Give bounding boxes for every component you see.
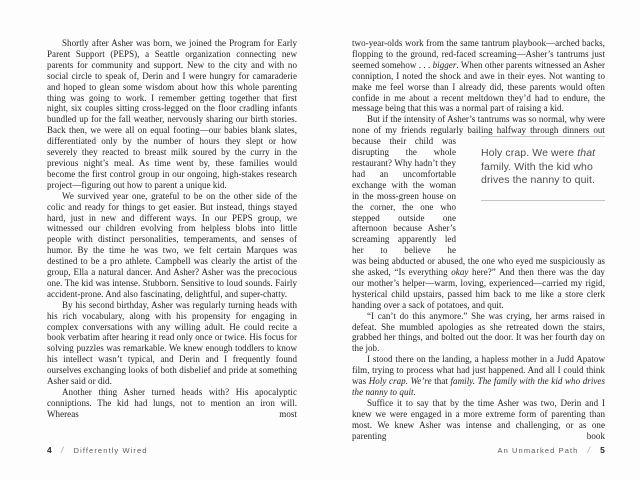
page-left-footer: [47, 445, 148, 455]
chapter-title: An Unmarked Path: [497, 446, 579, 455]
page-right-footer: [497, 445, 605, 455]
body-paragraph: But if the intensity of Asher’s tantrums was so normal, why were none of my friends regularly bailing halfway through dinners out: [352, 114, 605, 136]
body-paragraph-narrow: because their child was disrupting the whole restaurant? Why hadn’t they had an uncomfortable exchange with the woman in the moss-green house on the corner, the one who stepped outside one afternoon because Asher’s screaming apparently led her to believe he: [352, 136, 456, 256]
footer-separator: /: [587, 445, 592, 455]
body-paragraph: Shortly after Asher was born, we joined the Program for Early Parent Support (PEPS), a Seattle organization connecting new parents for community and support. New to the city and with no social circle to speak of, Derin and I were hungry for camaraderie and hoped to glean some wisdom about how this whole parenting thing was going to work. I remember getting together that first night, six couples sitting cross-legged on the floor cradling infants bundled up for the fall weather, nervously sharing our birth stories. Back then, we were all on equal footing—our babies blank slates, differentiated only by the number of hours they slept or how severely they reacted to breast milk soured by the curry in the previous night’s meal. As time went by, these families would become the first control group in our ongoing, high-stakes research project—figuring out how to parent a unique kid.: [47, 38, 297, 190]
body-paragraph: Another thing Asher turned heads with? His apocalyptic conniptions. The kid had lungs, not to mention an iron will. Whereas most: [47, 387, 297, 419]
pull-quote-text: Holy crap. We were that family. With the kid who drives the nanny to quit.: [481, 147, 596, 187]
pull-quote: [481, 136, 605, 201]
body-paragraph: Suffice it to say that by the time Asher was two, Derin and I knew we were engaged in a more extreme form of parenting than most. We knew Asher was intense and challenging, or as one parenting book: [352, 397, 605, 441]
page-number-left: 4: [47, 445, 52, 455]
body-paragraph: two-year-olds work from the same tantrum playbook—arched backs, flopping to the ground, red-faced screaming—Asher’s tantrums just seemed somehow . . . bigger. When other parents witnessed an Asher conniption, I noted the shock and awe in their eyes. Not wanting to make me feel worse than I already did, these parents would often confide in me about a recent meltdown they’d had to endure, the message being that this was a normal part of raising a kid.: [352, 38, 605, 114]
body-paragraph: I stood there on the landing, a hapless mother in a Judd Apatow film, trying to process what had just happened. And all I could think was Holy crap. We’re that family. The family with the kid who drives the nanny to quit.: [352, 354, 606, 397]
body-paragraph: was being abducted or abused, the one who eyed me suspiciously as she asked, “Is everything okay here?” And then there was the day our mother’s helper—warm, loving, experienced—carried my rigid, hysterical child upstairs, passed him back to me like a store clerk handing over a sack of potatoes, and quit.: [352, 256, 605, 310]
page-left-text-block: [47, 38, 297, 420]
body-paragraph: By his second birthday, Asher was regularly turning heads with his rich vocabulary, along with his propensity for engaging in complex conversations with any willing adult. He could recite a book verbatim after hearing it read only once or twice. His focus for solving puzzles was remarkable. We knew enough toddlers to know his intellect wasn’t typical, and Derin and I frequently found ourselves exchanging looks of both disbelief and pride at something Asher said or did.: [47, 299, 297, 387]
pull-quote-row: [352, 136, 605, 256]
body-paragraph: We survived year one, grateful to be on the other side of the colic and ready for things to get easier. But instead, things stayed hard, just in new and different ways. In our PEPS group, we witnessed our children evolving from helpless blobs into little people with distinct personalities, temperaments, and senses of humor. By the time he was two, we felt certain Marques was destined to be a pro athlete. Campbell was clearly the artist of the group, Ella a natural dancer. And Asher? Asher was the precocious one. The kid was intense. Stubborn. Sensitive to loud sounds. Fairly accident-prone. And also fascinating, delightful, and super-chatty.: [47, 190, 297, 299]
page-number-right: 5: [600, 445, 605, 455]
page-right-text-block: [352, 38, 605, 442]
footer-separator: /: [60, 445, 65, 455]
body-paragraph: “I can’t do this anymore.” She was crying, her arms raised in defeat. She mumbled apologies as she retreated down the stairs, grabbed her things, and bolted out the door. It was her fourth day on the job.: [352, 310, 605, 354]
book-title: Differently Wired: [73, 446, 148, 455]
